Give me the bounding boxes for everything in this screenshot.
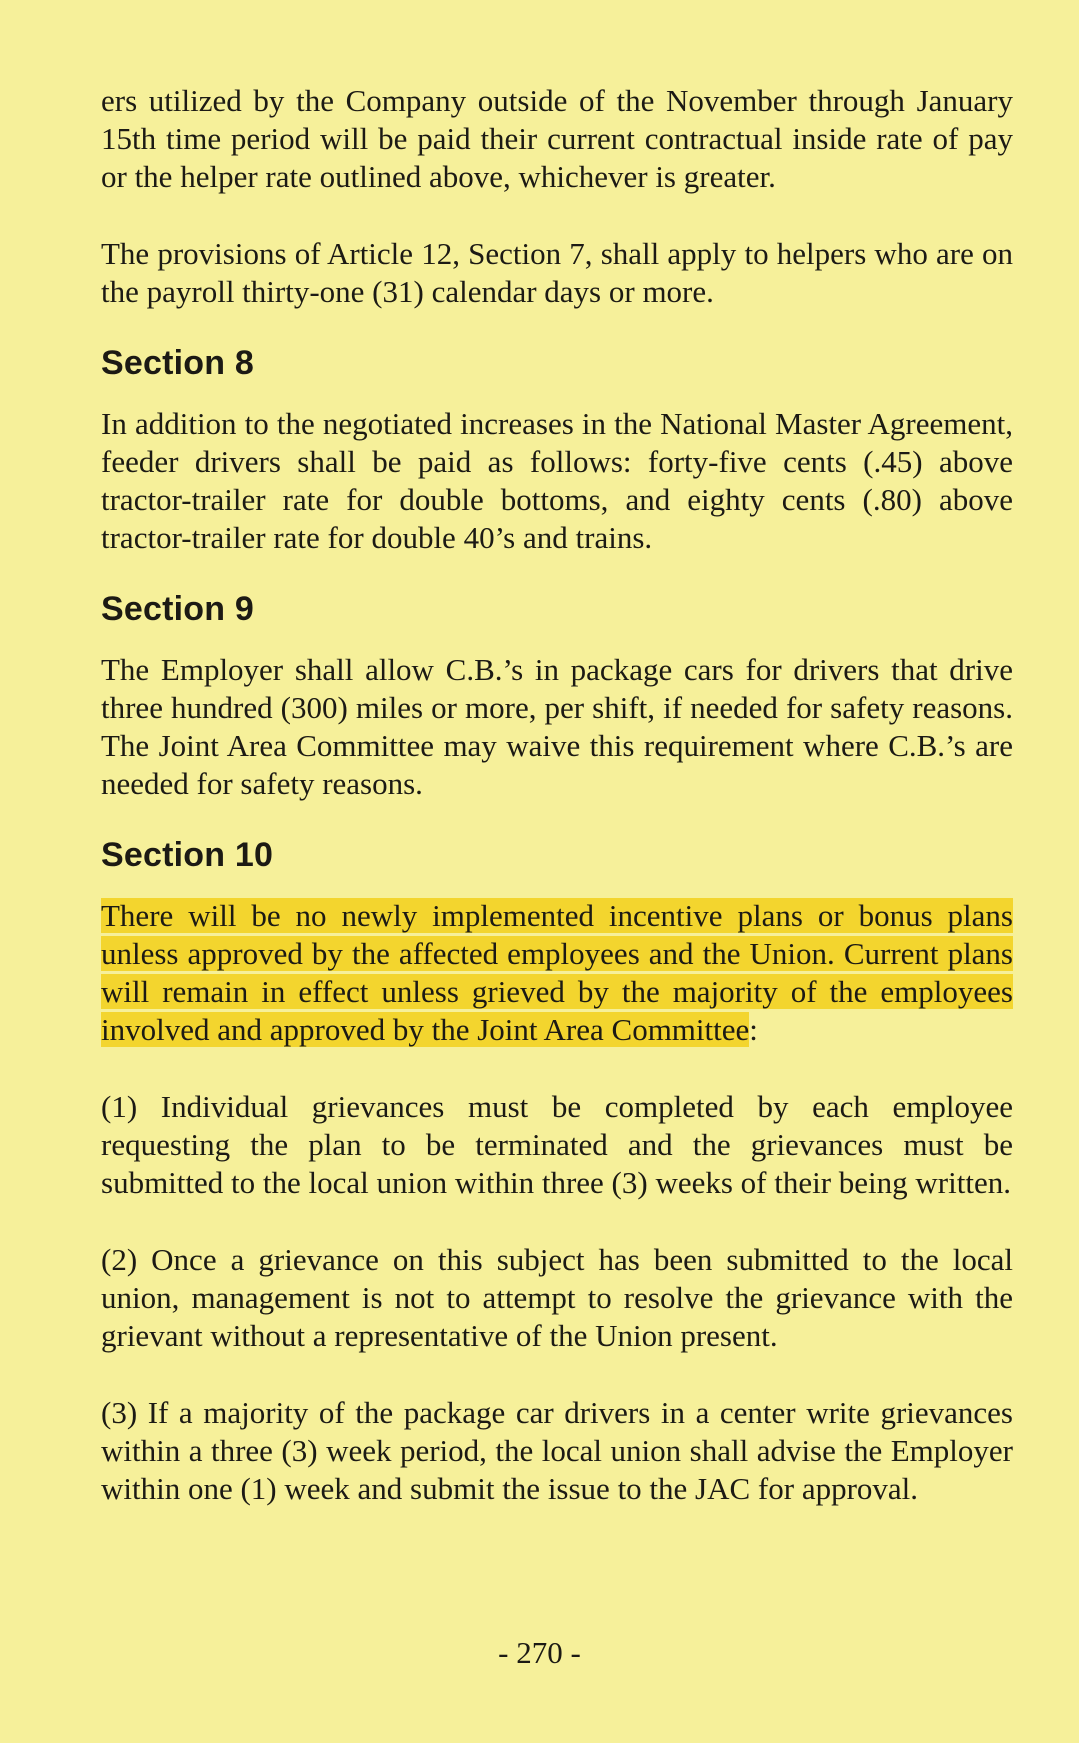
section-10-heading: Section 10: [101, 836, 274, 874]
section-8-heading: Section 8: [101, 344, 254, 382]
document-page: [101, 82, 1013, 1547]
section-9-heading: Section 9: [101, 590, 254, 628]
section-10-item-1: (1) Individual grievances must be completed by each employee requesting the plan to be terminated and the grievances must be submitted to the local union within three (3) weeks of their being written.: [101, 1089, 1013, 1200]
section-9-text: The Employer shall allow C.B.’s in package cars for drivers that drive three hundred (300) miles or more, per shift, if needed for safety reasons. The Joint Area Committee may waive this requirement where C.B.’s are needed for safety reasons.: [101, 652, 1013, 801]
section-10-item-2: (2) Once a grievance on this subject has been submitted to the local union, management is not to attempt to resolve the grievance with the grievant without a representative of the Union present.: [101, 1242, 1013, 1353]
section-8-text: In addition to the negotiated increases in the National Master Agreement, feeder drivers shall be paid as follows: forty-five cents (.45) above tractor-trailer rate for double bottoms, and eighty cents (.80) above tractor-trailer rate for double 40’s and trains.: [101, 406, 1013, 555]
highlighted-passage[interactable]: There will be no newly implemented incentive plans or bonus plans unless approved by the affected employees and the Union. Current plans will remain in effect unless grieved by the majority of the employees involved and approved by the Joint Area Committee: [101, 898, 1013, 1047]
section-10-item-3: (3) If a majority of the package car drivers in a center write grievances within a three (3) week period, the local union shall advise the Employer within one (1) week and submit the issue to the JAC for approval.: [101, 1395, 1013, 1506]
section-10-text: [101, 897, 1013, 1049]
page-number: - 270 -: [498, 1635, 581, 1670]
paragraph-helpers-rate: ers utilized by the Company outside of the November through January 15th time period will be paid their current contractual inside rate of pay or the helper rate outlined above, whichever is greater.: [101, 83, 1013, 194]
section-10-colon: :: [749, 1012, 758, 1047]
paragraph-article-12-provisions: The provisions of Article 12, Section 7, shall apply to helpers who are on the payroll thirty-one (31) calendar days or more.: [101, 236, 1013, 309]
